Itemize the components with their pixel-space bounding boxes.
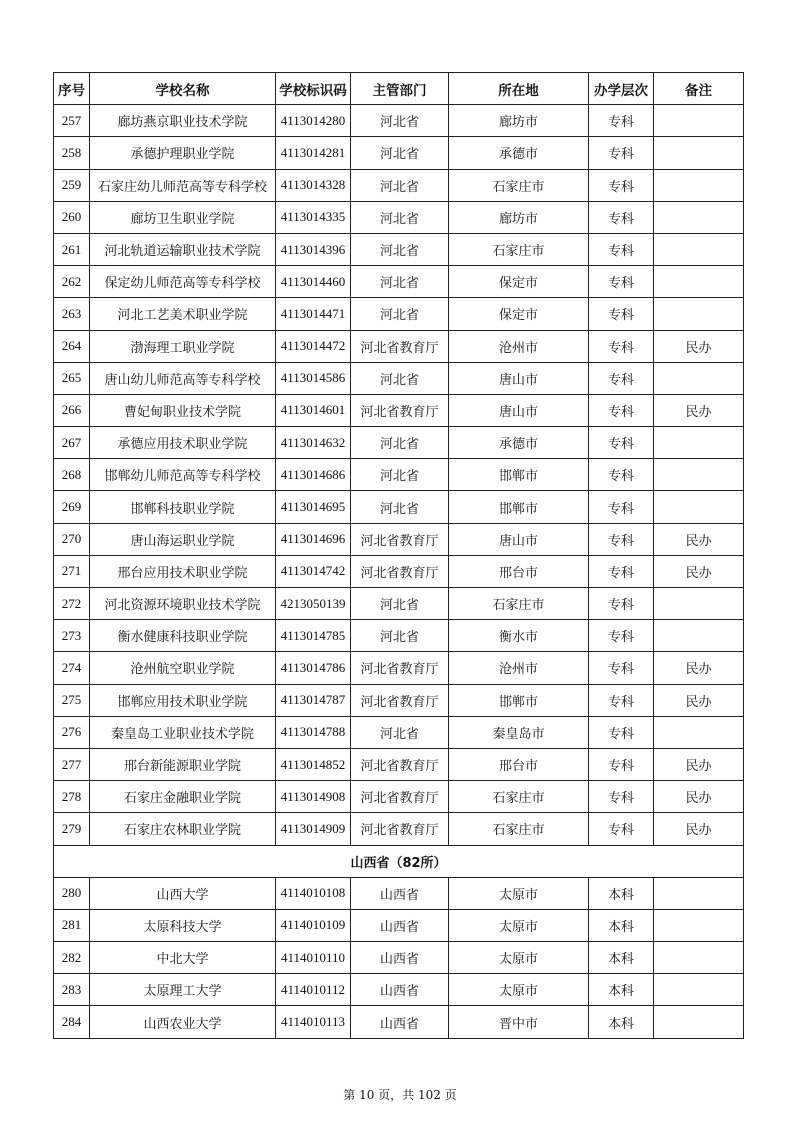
cell-remarks [654, 459, 744, 491]
cell-level: 专科 [589, 233, 654, 265]
cell-index: 284 [54, 1006, 90, 1038]
cell-index: 264 [54, 330, 90, 362]
cell-school-code: 4113014787 [276, 684, 351, 716]
cell-location: 唐山市 [449, 523, 589, 555]
cell-index: 268 [54, 459, 90, 491]
cell-location: 邢台市 [449, 748, 589, 780]
cell-school-name: 邯郸科技职业学院 [90, 491, 276, 523]
cell-authority: 河北省 [351, 491, 449, 523]
col-header-location: 所在地 [449, 73, 589, 105]
table-row [54, 909, 744, 941]
table-row [54, 298, 744, 330]
cell-level: 专科 [589, 716, 654, 748]
cell-remarks [654, 362, 744, 394]
cell-location: 太原市 [449, 974, 589, 1006]
cell-index: 263 [54, 298, 90, 330]
table-row [54, 233, 744, 265]
cell-remarks: 民办 [654, 330, 744, 362]
cell-level: 专科 [589, 491, 654, 523]
cell-school-code: 4114010109 [276, 909, 351, 941]
cell-location: 太原市 [449, 909, 589, 941]
cell-school-code: 4114010110 [276, 942, 351, 974]
cell-remarks [654, 266, 744, 298]
cell-index: 272 [54, 588, 90, 620]
cell-remarks [654, 298, 744, 330]
cell-level: 专科 [589, 652, 654, 684]
table-row [54, 588, 744, 620]
cell-school-name: 邢台新能源职业学院 [90, 748, 276, 780]
cell-index: 261 [54, 233, 90, 265]
cell-school-code: 4114010108 [276, 877, 351, 909]
cell-school-name: 石家庄金融职业学院 [90, 781, 276, 813]
cell-school-name: 石家庄幼儿师范高等专科学校 [90, 169, 276, 201]
cell-school-code: 4113014908 [276, 781, 351, 813]
cell-authority: 河北省 [351, 266, 449, 298]
cell-index: 276 [54, 716, 90, 748]
cell-index: 265 [54, 362, 90, 394]
cell-authority: 河北省教育厅 [351, 813, 449, 845]
cell-location: 石家庄市 [449, 233, 589, 265]
cell-school-code: 4113014472 [276, 330, 351, 362]
school-table [53, 72, 744, 1039]
table-row [54, 330, 744, 362]
cell-remarks [654, 942, 744, 974]
cell-index: 283 [54, 974, 90, 1006]
cell-authority: 河北省 [351, 427, 449, 459]
table-row [54, 491, 744, 523]
cell-location: 石家庄市 [449, 169, 589, 201]
cell-authority: 河北省教育厅 [351, 684, 449, 716]
cell-remarks [654, 491, 744, 523]
table-row [54, 105, 744, 137]
cell-location: 太原市 [449, 877, 589, 909]
cell-level: 专科 [589, 394, 654, 426]
cell-authority: 山西省 [351, 1006, 449, 1038]
cell-authority: 山西省 [351, 974, 449, 1006]
table-row [54, 813, 744, 845]
cell-school-code: 4113014695 [276, 491, 351, 523]
cell-remarks: 民办 [654, 813, 744, 845]
cell-authority: 山西省 [351, 942, 449, 974]
shanxi-rows [54, 877, 744, 1038]
cell-authority: 河北省 [351, 233, 449, 265]
cell-remarks: 民办 [654, 652, 744, 684]
cell-location: 石家庄市 [449, 813, 589, 845]
cell-school-name: 太原科技大学 [90, 909, 276, 941]
cell-index: 282 [54, 942, 90, 974]
cell-location: 邢台市 [449, 555, 589, 587]
cell-school-code: 4213050139 [276, 588, 351, 620]
cell-location: 石家庄市 [449, 781, 589, 813]
cell-authority: 河北省 [351, 588, 449, 620]
header-row [54, 73, 744, 105]
cell-index: 258 [54, 137, 90, 169]
cell-school-name: 中北大学 [90, 942, 276, 974]
cell-school-name: 石家庄农林职业学院 [90, 813, 276, 845]
cell-remarks: 民办 [654, 523, 744, 555]
cell-school-code: 4113014328 [276, 169, 351, 201]
cell-level: 专科 [589, 781, 654, 813]
cell-remarks [654, 201, 744, 233]
cell-location: 太原市 [449, 942, 589, 974]
section-title: 山西省（82所） [54, 845, 744, 877]
cell-school-code: 4113014335 [276, 201, 351, 233]
cell-school-code: 4113014396 [276, 233, 351, 265]
cell-school-name: 唐山幼儿师范高等专科学校 [90, 362, 276, 394]
cell-level: 本科 [589, 942, 654, 974]
shanxi-section [54, 845, 744, 877]
cell-school-code: 4113014460 [276, 266, 351, 298]
cell-school-name: 沧州航空职业学院 [90, 652, 276, 684]
cell-remarks: 民办 [654, 781, 744, 813]
cell-level: 专科 [589, 362, 654, 394]
cell-location: 秦皇岛市 [449, 716, 589, 748]
cell-school-code: 4114010113 [276, 1006, 351, 1038]
cell-school-code: 4113014696 [276, 523, 351, 555]
cell-location: 沧州市 [449, 652, 589, 684]
cell-school-name: 承德护理职业学院 [90, 137, 276, 169]
cell-location: 石家庄市 [449, 588, 589, 620]
cell-level: 专科 [589, 620, 654, 652]
cell-authority: 河北省 [351, 362, 449, 394]
cell-location: 唐山市 [449, 394, 589, 426]
cell-school-name: 保定幼儿师范高等专科学校 [90, 266, 276, 298]
cell-location: 晋中市 [449, 1006, 589, 1038]
cell-level: 本科 [589, 877, 654, 909]
cell-remarks [654, 974, 744, 1006]
cell-index: 257 [54, 105, 90, 137]
cell-level: 专科 [589, 588, 654, 620]
cell-level: 专科 [589, 748, 654, 780]
table-row [54, 974, 744, 1006]
cell-index: 274 [54, 652, 90, 684]
cell-school-code: 4113014852 [276, 748, 351, 780]
cell-remarks [654, 427, 744, 459]
table-row [54, 523, 744, 555]
cell-location: 沧州市 [449, 330, 589, 362]
cell-school-code: 4113014786 [276, 652, 351, 684]
cell-school-code: 4113014686 [276, 459, 351, 491]
cell-authority: 河北省教育厅 [351, 394, 449, 426]
cell-remarks [654, 877, 744, 909]
page-footer: 第 10 页，共 102 页 [343, 1088, 457, 1102]
cell-remarks [654, 1006, 744, 1038]
cell-index: 281 [54, 909, 90, 941]
cell-remarks [654, 233, 744, 265]
cell-location: 承德市 [449, 137, 589, 169]
cell-authority: 河北省教育厅 [351, 781, 449, 813]
cell-remarks [654, 588, 744, 620]
cell-index: 278 [54, 781, 90, 813]
col-header-authority: 主管部门 [351, 73, 449, 105]
cell-authority: 河北省 [351, 137, 449, 169]
cell-level: 专科 [589, 555, 654, 587]
cell-level: 专科 [589, 169, 654, 201]
cell-school-code: 4113014788 [276, 716, 351, 748]
col-header-remarks: 备注 [654, 73, 744, 105]
cell-authority: 山西省 [351, 909, 449, 941]
cell-level: 本科 [589, 974, 654, 1006]
cell-level: 专科 [589, 137, 654, 169]
cell-school-name: 衡水健康科技职业学院 [90, 620, 276, 652]
hebei-rows [54, 105, 744, 845]
cell-level: 本科 [589, 909, 654, 941]
cell-school-name: 邯郸应用技术职业学院 [90, 684, 276, 716]
table-row [54, 652, 744, 684]
cell-school-code: 4113014632 [276, 427, 351, 459]
cell-school-code: 4113014281 [276, 137, 351, 169]
cell-school-name: 太原理工大学 [90, 974, 276, 1006]
cell-school-name: 河北轨道运输职业技术学院 [90, 233, 276, 265]
cell-index: 279 [54, 813, 90, 845]
cell-school-name: 河北工艺美术职业学院 [90, 298, 276, 330]
cell-school-code: 4113014280 [276, 105, 351, 137]
table-row [54, 1006, 744, 1038]
cell-school-name: 山西大学 [90, 877, 276, 909]
table-row [54, 877, 744, 909]
col-header-school-code: 学校标识码 [276, 73, 351, 105]
cell-remarks: 民办 [654, 555, 744, 587]
table-row [54, 620, 744, 652]
table-row [54, 266, 744, 298]
cell-remarks [654, 137, 744, 169]
cell-location: 廊坊市 [449, 105, 589, 137]
cell-level: 专科 [589, 523, 654, 555]
cell-school-name: 渤海理工职业学院 [90, 330, 276, 362]
cell-authority: 河北省 [351, 105, 449, 137]
cell-remarks [654, 716, 744, 748]
cell-index: 269 [54, 491, 90, 523]
cell-location: 邯郸市 [449, 684, 589, 716]
cell-index: 271 [54, 555, 90, 587]
cell-school-code: 4113014909 [276, 813, 351, 845]
col-header-index: 序号 [54, 73, 90, 105]
cell-index: 277 [54, 748, 90, 780]
table-row [54, 555, 744, 587]
cell-index: 259 [54, 169, 90, 201]
cell-index: 280 [54, 877, 90, 909]
cell-level: 专科 [589, 330, 654, 362]
table-row [54, 781, 744, 813]
cell-level: 专科 [589, 298, 654, 330]
col-header-school-name: 学校名称 [90, 73, 276, 105]
cell-level: 本科 [589, 1006, 654, 1038]
cell-authority: 河北省教育厅 [351, 748, 449, 780]
table-row [54, 942, 744, 974]
cell-index: 273 [54, 620, 90, 652]
cell-level: 专科 [589, 459, 654, 491]
cell-remarks [654, 909, 744, 941]
col-header-level: 办学层次 [589, 73, 654, 105]
cell-authority: 河北省 [351, 716, 449, 748]
cell-authority: 河北省 [351, 298, 449, 330]
table-row [54, 137, 744, 169]
table-row [54, 459, 744, 491]
cell-remarks [654, 169, 744, 201]
cell-authority: 河北省教育厅 [351, 652, 449, 684]
cell-school-name: 邢台应用技术职业学院 [90, 555, 276, 587]
cell-school-code: 4113014742 [276, 555, 351, 587]
cell-index: 270 [54, 523, 90, 555]
cell-index: 266 [54, 394, 90, 426]
cell-index: 267 [54, 427, 90, 459]
cell-school-code: 4113014471 [276, 298, 351, 330]
cell-remarks: 民办 [654, 394, 744, 426]
cell-remarks [654, 620, 744, 652]
cell-authority: 河北省 [351, 169, 449, 201]
cell-authority: 河北省教育厅 [351, 523, 449, 555]
cell-remarks [654, 105, 744, 137]
cell-authority: 河北省 [351, 459, 449, 491]
table-row [54, 716, 744, 748]
cell-level: 专科 [589, 427, 654, 459]
cell-authority: 河北省教育厅 [351, 555, 449, 587]
table-row [54, 427, 744, 459]
cell-school-code: 4113014586 [276, 362, 351, 394]
cell-level: 专科 [589, 266, 654, 298]
table-row [54, 169, 744, 201]
cell-level: 专科 [589, 201, 654, 233]
cell-authority: 河北省教育厅 [351, 330, 449, 362]
cell-location: 廊坊市 [449, 201, 589, 233]
cell-authority: 河北省 [351, 201, 449, 233]
cell-location: 保定市 [449, 266, 589, 298]
cell-school-name: 山西农业大学 [90, 1006, 276, 1038]
section-row [54, 845, 744, 877]
cell-remarks: 民办 [654, 684, 744, 716]
cell-school-name: 唐山海运职业学院 [90, 523, 276, 555]
cell-level: 专科 [589, 813, 654, 845]
table-row [54, 684, 744, 716]
cell-school-code: 4113014785 [276, 620, 351, 652]
cell-index: 275 [54, 684, 90, 716]
cell-level: 专科 [589, 105, 654, 137]
cell-school-name: 廊坊卫生职业学院 [90, 201, 276, 233]
cell-school-code: 4114010112 [276, 974, 351, 1006]
cell-school-name: 秦皇岛工业职业技术学院 [90, 716, 276, 748]
cell-index: 262 [54, 266, 90, 298]
cell-location: 保定市 [449, 298, 589, 330]
table-row [54, 362, 744, 394]
cell-school-name: 廊坊燕京职业技术学院 [90, 105, 276, 137]
cell-index: 260 [54, 201, 90, 233]
cell-level: 专科 [589, 684, 654, 716]
table-row [54, 748, 744, 780]
cell-location: 承德市 [449, 427, 589, 459]
cell-location: 唐山市 [449, 362, 589, 394]
cell-school-name: 曹妃甸职业技术学院 [90, 394, 276, 426]
table-row [54, 394, 744, 426]
table-row [54, 201, 744, 233]
cell-location: 邯郸市 [449, 491, 589, 523]
cell-school-code: 4113014601 [276, 394, 351, 426]
cell-school-name: 河北资源环境职业技术学院 [90, 588, 276, 620]
cell-authority: 山西省 [351, 877, 449, 909]
cell-location: 邯郸市 [449, 459, 589, 491]
cell-school-name: 邯郸幼儿师范高等专科学校 [90, 459, 276, 491]
cell-school-name: 承德应用技术职业学院 [90, 427, 276, 459]
cell-location: 衡水市 [449, 620, 589, 652]
cell-authority: 河北省 [351, 620, 449, 652]
cell-remarks: 民办 [654, 748, 744, 780]
